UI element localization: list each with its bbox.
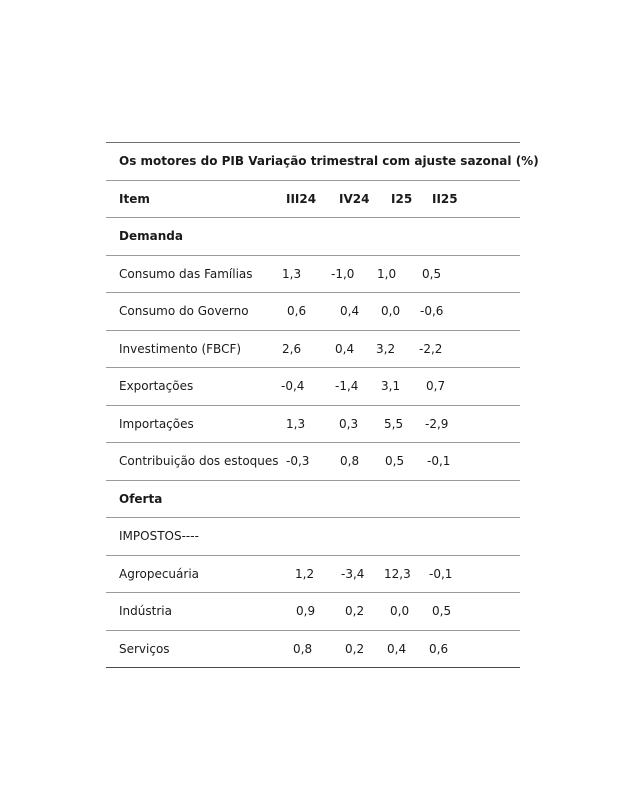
cell-q3: 3,1 <box>381 379 401 394</box>
section-row-demanda <box>106 218 520 256</box>
section-label: Demanda <box>119 229 183 244</box>
cell-q2: 0,2 <box>345 641 365 656</box>
cell-q1: 1,3 <box>286 416 306 431</box>
header-q1: III24 <box>286 191 317 206</box>
table-title: Os motores do PIB Variação trimestral com ajuste sazonal (%) <box>119 154 539 169</box>
table-row <box>106 443 520 481</box>
cell-q4: -0,1 <box>429 566 453 581</box>
cell-q3: 3,2 <box>376 341 396 356</box>
cell-q4: -0,6 <box>420 304 444 319</box>
cell-q4: 0,7 <box>426 379 446 394</box>
cell-q3: 0,4 <box>387 641 407 656</box>
cell-q4: 0,5 <box>422 266 442 281</box>
row-label: Exportações <box>119 379 194 394</box>
cell-q1: 0,6 <box>287 304 307 319</box>
header-q4: II25 <box>432 191 458 206</box>
cell-q2: 0,4 <box>340 304 360 319</box>
row-label: IMPOSTOS---- <box>119 529 199 544</box>
cell-q1: -0,3 <box>286 454 310 469</box>
cell-q4: -0,1 <box>427 454 451 469</box>
row-label: Agropecuária <box>119 566 200 581</box>
header-row <box>106 181 520 219</box>
cell-q1: 2,6 <box>282 341 302 356</box>
row-label: Consumo das Famílias <box>119 266 253 281</box>
row-label: Investimento (FBCF) <box>119 341 242 356</box>
table-row <box>106 368 520 406</box>
section-row-oferta <box>106 481 520 519</box>
row-label: Serviços <box>119 641 170 656</box>
header-q2: IV24 <box>339 191 370 206</box>
cell-q3: 0,5 <box>385 454 405 469</box>
table-row <box>106 331 520 369</box>
cell-q3: 5,5 <box>384 416 404 431</box>
row-label: Contribuição dos estoques <box>119 454 279 469</box>
cell-q1: -0,4 <box>281 379 305 394</box>
header-item: Item <box>119 191 150 206</box>
table-row <box>106 593 520 631</box>
cell-q2: -3,4 <box>341 566 365 581</box>
row-label: Indústria <box>119 604 172 619</box>
cell-q2: 0,8 <box>340 454 360 469</box>
table-row <box>106 631 520 669</box>
cell-q2: -1,4 <box>335 379 359 394</box>
cell-q1: 0,8 <box>293 641 313 656</box>
cell-q3: 0,0 <box>381 304 401 319</box>
cell-q1: 1,3 <box>282 266 302 281</box>
cell-q3: 12,3 <box>384 566 411 581</box>
cell-q4: 0,6 <box>429 641 449 656</box>
cell-q1: 0,9 <box>296 604 316 619</box>
cell-q2: 0,3 <box>339 416 359 431</box>
table-row <box>106 406 520 444</box>
table-row <box>106 556 520 594</box>
cell-q4: -2,9 <box>425 416 449 431</box>
header-q3: I25 <box>391 191 413 206</box>
section-label: Oferta <box>119 491 163 506</box>
cell-q4: -2,2 <box>419 341 443 356</box>
cell-q4: 0,5 <box>432 604 452 619</box>
cell-q1: 1,2 <box>295 566 315 581</box>
gdp-table <box>106 142 539 668</box>
table-title-row <box>106 143 539 181</box>
table-row <box>106 518 520 556</box>
row-label: Importações <box>119 416 194 431</box>
cell-q2: 0,2 <box>345 604 365 619</box>
cell-q2: -1,0 <box>331 266 355 281</box>
table-row <box>106 293 520 331</box>
table-row <box>106 256 520 294</box>
cell-q3: 0,0 <box>390 604 410 619</box>
cell-q3: 1,0 <box>377 266 397 281</box>
row-label: Consumo do Governo <box>119 304 249 319</box>
cell-q2: 0,4 <box>335 341 355 356</box>
